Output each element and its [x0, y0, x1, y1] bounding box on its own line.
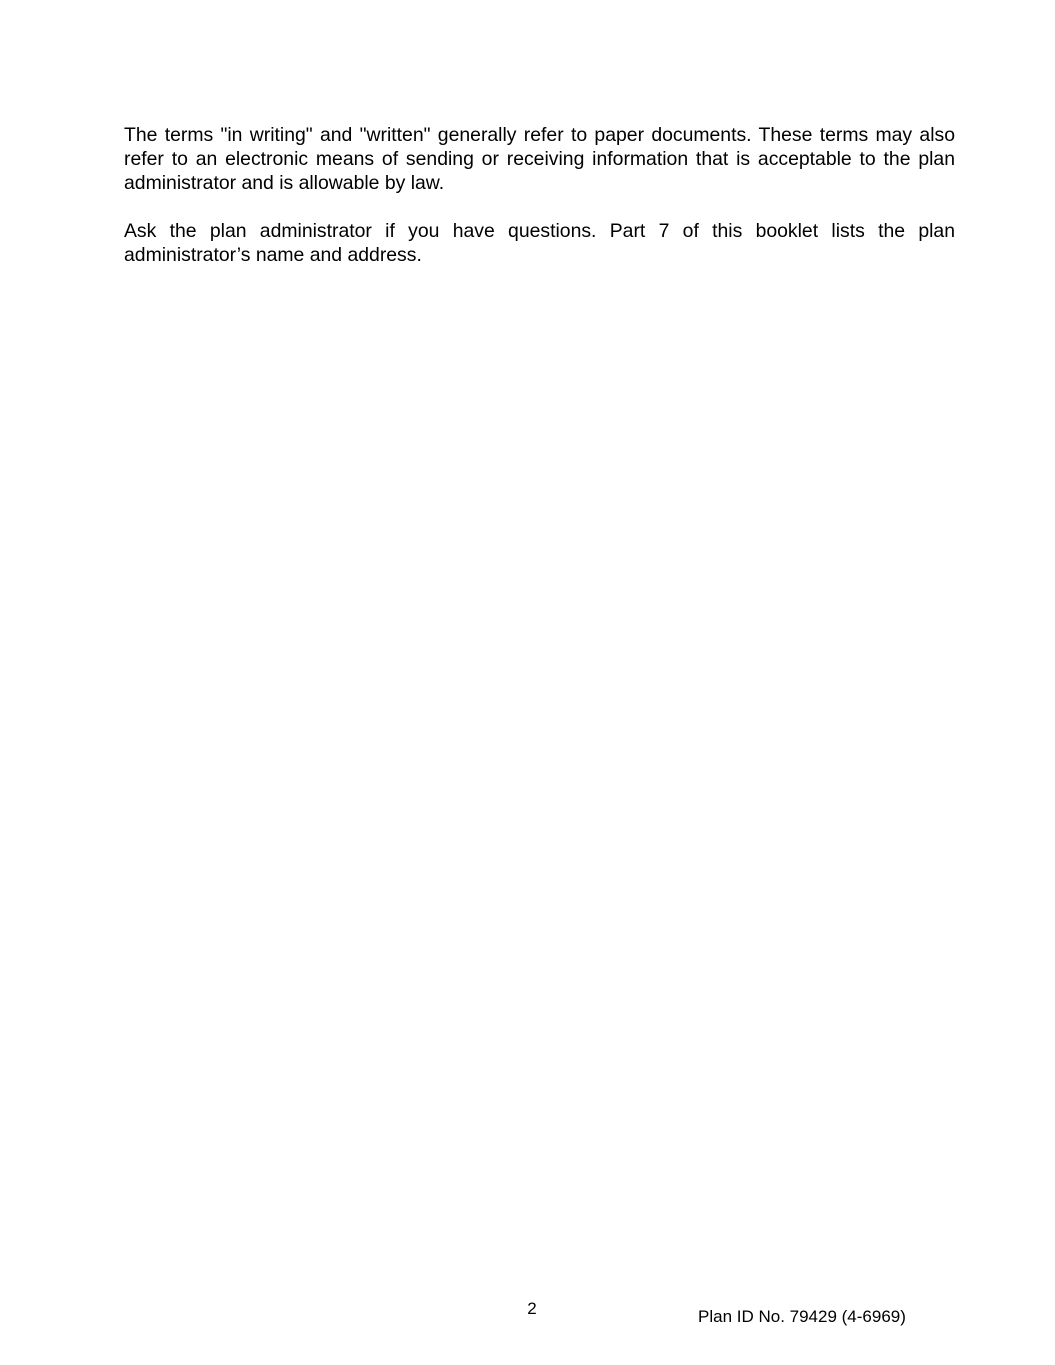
- body-text: [124, 123, 955, 291]
- paragraph-questions: Ask the plan administrator if you have questions. Part 7 of this booklet lists the plan administrator’s name and address.: [124, 220, 955, 266]
- plan-id-footer: Plan ID No. 79429 (4-6969): [698, 1307, 906, 1326]
- page-number: 2: [527, 1299, 537, 1318]
- paragraph-written-terms: The terms "in writing" and "written" generally refer to paper documents. These terms may also refer to an electronic means of sending or receiving information that is acceptable to the plan administrator and is allowable by law.: [124, 124, 955, 194]
